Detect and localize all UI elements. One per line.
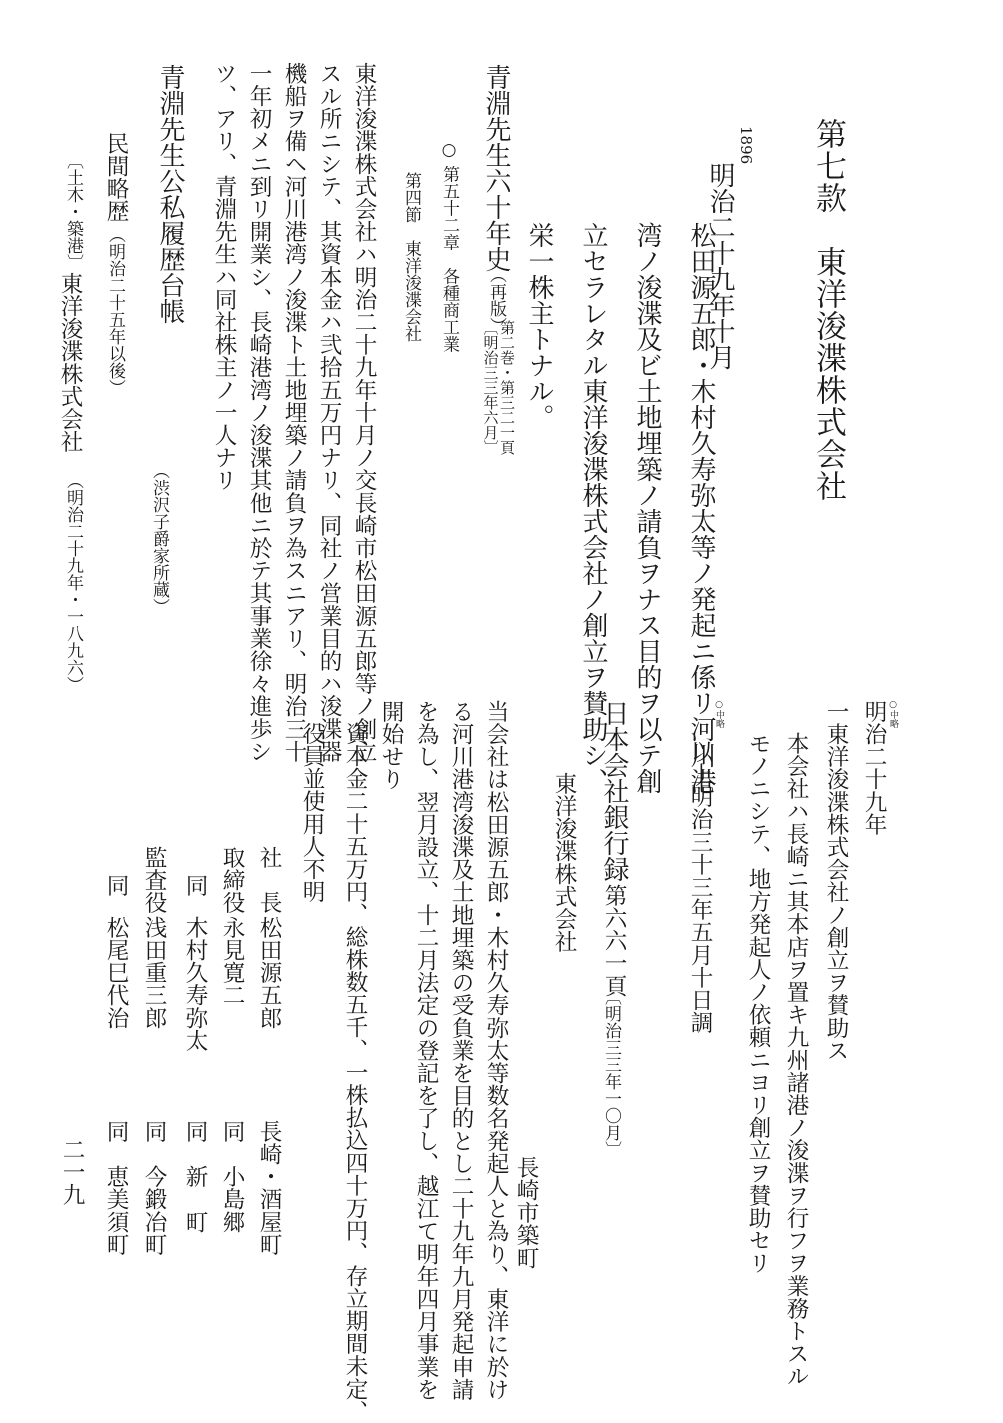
page-number: 二一九 <box>59 1138 85 1206</box>
source1-section: 第四節 東洋浚渫会社 <box>401 172 421 342</box>
source1-ref <box>482 320 515 455</box>
officer-place: 同 小島郷 <box>219 1120 245 1233</box>
officer-place: 同 新 町 <box>182 1120 208 1233</box>
source3-staff-note: 役員並使用人不明 <box>299 722 325 903</box>
summary-line-3: 立セラレタル東洋浚渫株式会社ノ創立ヲ賛助シ、 <box>578 222 608 794</box>
date-heading: 明治二十九年十月 <box>705 162 735 370</box>
source2-sub: 民間略歴 <box>103 132 129 223</box>
survey-note: 以上明治三十三年五月十日調 <box>687 740 713 1034</box>
source3-ref: 第六六一頁 <box>601 884 627 997</box>
officer-role: 取締役 <box>219 846 245 914</box>
source3-capital: 資本金二十五万円、総株数五千、一株払込四十万円、存立期間未定、 <box>342 722 368 1423</box>
source1-ref-line2: 〔明治三三年六月〕 <box>481 320 500 455</box>
bottom-year: 明治二十九年 <box>861 700 887 836</box>
source2-holder: （渋沢子爵家所蔵） <box>149 462 169 615</box>
officer-role: 社 長 <box>256 846 282 914</box>
bottom-desc-2: モノニシテ、地方発起人ノ依頼ニヨリ創立ヲ賛助セリ <box>745 732 771 1275</box>
officer-place: 同 今鍛冶町 <box>141 1120 167 1256</box>
source2-company: 東洋浚渫株式会社 <box>57 272 83 453</box>
source1-text-3: 機船ヲ備ヘ河川港湾ノ浚渫ト土地埋築ノ請負ヲ為スニアリ、明治三十 <box>281 62 307 763</box>
section-heading: 第七款 東洋浚渫株式会社 <box>810 118 846 502</box>
officer-name: 浅田重三郎 <box>141 916 167 1029</box>
source1-title: 青淵先生六十年史 <box>481 64 511 272</box>
source1-text-2: スル所ニシテ、其資本金ハ弐拾五万円ナリ、同社ノ営業目的ハ浚渫器 <box>316 62 342 763</box>
officer-role: 同 <box>182 874 208 897</box>
bottom-item: 一東洋浚渫株式会社ノ創立ヲ賛助ス <box>823 700 849 1062</box>
officer-role: 監査役 <box>141 846 167 914</box>
source1-text-5: ツ、アリ、青淵先生ハ同社株主ノ一人ナリ <box>211 62 237 492</box>
source1-text-4: 一年初メニ到リ開業シ、長崎港湾ノ浚渫其他ニ於テ其事業徐々進歩シ <box>246 62 272 763</box>
omission-mark-2: ○中略 <box>714 700 724 728</box>
officer-name: 永見寛二 <box>219 916 245 1007</box>
summary-line-2: 湾ノ浚渫及ビ土地埋築ノ請負ヲナス目的ヲ以テ創 <box>632 222 662 794</box>
source3-company: 東洋浚渫株式会社 <box>551 772 577 953</box>
officer-place: 同 恵美須町 <box>103 1120 129 1256</box>
source1-ref-line1: 第二巻・第三二一頁 <box>498 320 516 455</box>
source2-category: 〔土木・築港〕 <box>63 152 83 271</box>
source3-text-1: 当会社は松田源五郎・木村久寿弥太等数名発起人と為り、東洋に於け <box>483 700 509 1401</box>
summary-line-4: 栄一株主トナル。 <box>524 222 554 430</box>
officer-name: 木村久寿弥太 <box>182 916 208 1052</box>
officer-name: 松尾巳代治 <box>103 916 129 1029</box>
omission-mark-1: ○中略 <box>888 700 898 728</box>
source3-ref-date: 〔明治三三年一〇月〕 <box>601 988 621 1158</box>
source3-address: 長崎市築町 <box>513 1156 539 1269</box>
source3-title: 日本会社銀行録 <box>599 700 629 882</box>
source1-edition: （再版） <box>486 266 506 334</box>
year-note: 1896 <box>737 126 755 165</box>
officer-place: 長崎・酒屋町 <box>256 1120 282 1256</box>
source3-text-3: を為し、翌月設立、十二月法定の登記を了し、越江て明年四月事業を <box>413 700 439 1401</box>
bottom-desc-1: 本会社ハ長崎ニ其本店ヲ置キ九州諸港ノ浚渫ヲ行フヲ業務トスル <box>783 732 809 1388</box>
officer-name: 松田源五郎 <box>256 916 282 1029</box>
source3-text-2: る河川港湾浚渫及土地埋築の受負業を目的とし二十九年九月発起申請 <box>448 700 474 1401</box>
officer-role: 同 <box>103 874 129 897</box>
summary-line-1: 松田源五郎・木村久寿弥太等ノ発起ニ係リ河川港 <box>686 222 716 794</box>
source2-title: 青淵先生公私履歴台帳 <box>155 64 185 324</box>
source1-chapter: ○ 第五十二章 各種商工業 <box>439 140 459 353</box>
source2-sub-period: （明治二十五年以後） <box>105 226 125 396</box>
source2-company-date: （明治二十九年・一八九六） <box>63 472 83 693</box>
source3-text-4: 開始せり <box>378 700 404 791</box>
source1-text-1: 東洋浚渫株式会社ハ明治二十九年十月ノ交長崎市松田源五郎等ノ創立 <box>351 62 377 763</box>
